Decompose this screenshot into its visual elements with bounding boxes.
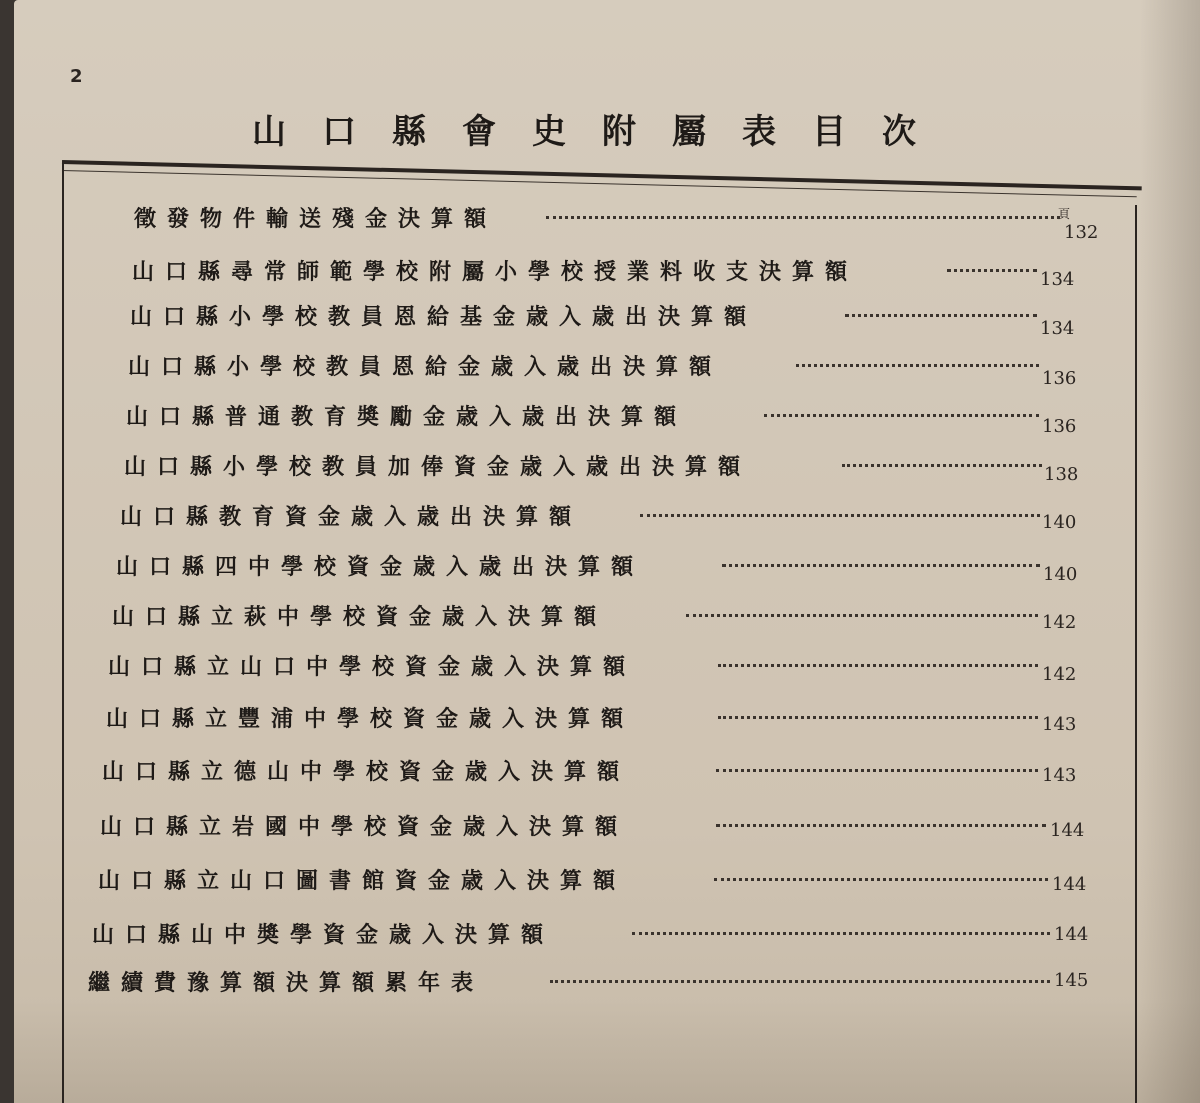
toc-entry-title: 山口縣立山口中學校資金歳入決算額 — [108, 654, 637, 680]
toc-entry-title: 徵發物件輸送殘金決算額 — [134, 206, 498, 232]
toc-entry-title: 山口縣小學校教員加俸資金歳入歳出決算額 — [124, 454, 752, 480]
leader-dots — [546, 216, 1060, 219]
leader-dots — [796, 364, 1039, 367]
toc-entry-title: 山口縣教育資金歳入歳出決算額 — [120, 504, 583, 530]
leader-dots — [716, 769, 1038, 772]
toc-entry — [108, 650, 1083, 690]
toc-entry-page: 144 — [1050, 820, 1085, 841]
toc-entry-title: 山口縣立德山中學校資金歳入決算額 — [102, 759, 631, 785]
toc-entry — [106, 702, 1084, 742]
toc-entry-title: 山口縣小學校教員恩給金歳入歳出決算額 — [128, 354, 723, 380]
toc-entry-page: 140 — [1043, 564, 1078, 585]
toc-entry — [116, 550, 1081, 590]
leader-dots — [632, 932, 1050, 935]
leader-dots — [716, 824, 1046, 827]
toc-entry-page: 143 — [1042, 765, 1077, 786]
toc-entry-title: 山口縣立岩國中學校資金歳入決算額 — [100, 814, 629, 840]
toc-entry-page: 142 — [1042, 612, 1077, 633]
toc-entry-page: 138 — [1044, 464, 1079, 485]
toc-entry-page: 136 — [1042, 368, 1077, 389]
toc-entry-page: 145 — [1054, 970, 1089, 991]
leader-dots — [845, 314, 1037, 317]
leader-dots — [550, 980, 1050, 983]
toc-entry-title: 山口縣山中奬學資金歳入決算額 — [92, 922, 555, 948]
toc-entry — [112, 600, 1082, 640]
toc-entry-title: 繼續費豫算額決算額累年表 — [88, 970, 485, 996]
toc-entry — [134, 202, 1099, 243]
toc-entry-page: 134 — [1040, 269, 1075, 290]
toc-entry-title: 山口縣小學校教員恩給基金歳入歳出決算額 — [130, 304, 758, 330]
toc-entry-page: 143 — [1042, 714, 1077, 735]
leader-dots — [718, 716, 1038, 719]
toc-entry — [98, 864, 1086, 904]
toc-entry — [92, 918, 1089, 958]
toc-entry — [120, 500, 1080, 540]
toc-entry — [102, 755, 1082, 795]
toc-entry — [100, 810, 1085, 850]
leader-dots — [842, 464, 1042, 467]
toc-entry-page: 132 — [1064, 222, 1099, 243]
leader-dots — [640, 514, 1040, 517]
toc-entry-title: 山口縣普通教育奬勵金歳入歳出決算額 — [126, 404, 688, 430]
toc-entry — [126, 400, 1076, 440]
leader-dots — [764, 414, 1039, 417]
toc-entry — [88, 966, 1089, 1006]
toc-entry-title: 山口縣立山口圖書館資金歳入決算額 — [98, 868, 627, 894]
page-unit-label: 頁 — [1058, 207, 1071, 221]
leader-dots — [714, 878, 1048, 881]
toc-entry-page: 134 — [1040, 318, 1075, 339]
toc-entry — [128, 350, 1076, 390]
page-number: 2 — [70, 66, 83, 87]
toc-entry-title: 山口縣立豐浦中學校資金歳入決算額 — [106, 706, 635, 732]
toc-entry-page: 136 — [1042, 416, 1077, 437]
leader-dots — [686, 614, 1038, 617]
leader-dots — [722, 564, 1040, 567]
toc-entry-page: 142 — [1042, 664, 1077, 685]
toc-entry — [130, 300, 1075, 340]
toc-entry-title: 山口縣立萩中學校資金歳入決算額 — [112, 604, 608, 630]
page-title: 山口縣會史附屬表目次 — [252, 112, 952, 152]
toc-entry-page: 140 — [1042, 512, 1077, 533]
toc-entry-page: 144 — [1054, 924, 1089, 945]
toc-entry-title: 山口縣尋常師範學校附屬小學校授業料收支決算額 — [132, 259, 859, 285]
toc-entry — [124, 450, 1079, 490]
toc-entry-title: 山口縣四中學校資金歳入歳出決算額 — [116, 554, 645, 580]
toc-entry-page: 144 — [1052, 874, 1087, 895]
leader-dots — [718, 664, 1038, 667]
toc-entry — [132, 255, 1077, 295]
leader-dots — [947, 269, 1037, 272]
